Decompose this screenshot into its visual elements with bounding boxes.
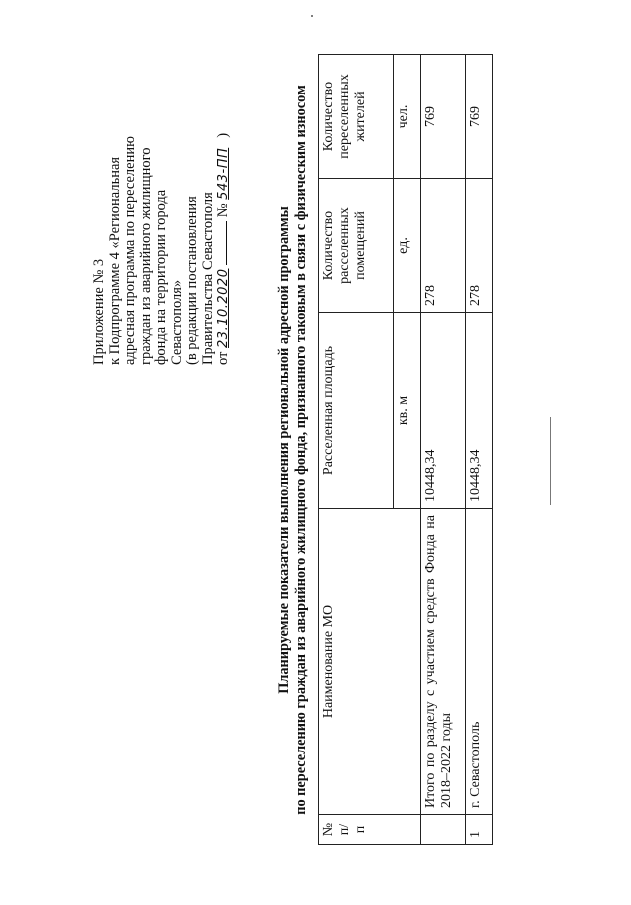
appendix-line: адресная программа по переселению	[122, 136, 138, 365]
appendix-line: Севастополя»	[168, 279, 185, 365]
table-row	[466, 55, 493, 845]
appendix-line: Правительства Севастополя	[199, 192, 216, 365]
title-line-1: Планируемые показатели выполнения региональной адресной программы	[276, 206, 292, 694]
date-prefix: от	[215, 351, 231, 365]
date-underline	[225, 221, 227, 265]
appendix-date-line	[216, 125, 232, 365]
scan-speck	[311, 15, 313, 17]
row-people: 769	[466, 55, 493, 179]
row-people: 769	[421, 55, 466, 179]
table-row	[421, 55, 466, 845]
row-num: 1	[466, 815, 493, 845]
title-line-2: по переселению граждан из аварийного жилищного фонда, признанного таковым в связи с физическим износом	[293, 85, 309, 815]
indicators-table	[318, 54, 493, 845]
appendix-line: граждан из аварийного жилищного	[137, 147, 154, 365]
appendix-line: к Подпрограмме 4 «Региональная	[106, 156, 123, 365]
handwritten-date: 23.10.2020	[216, 268, 231, 348]
closing-paren: )	[215, 132, 231, 138]
unit-rooms: ед.	[394, 179, 421, 313]
row-name: г. Севастополь	[466, 509, 493, 815]
appendix-line: (в редакции постановления	[184, 196, 200, 365]
row-rooms: 278	[421, 179, 466, 313]
header-people: Количество переселенных жителей	[319, 55, 394, 179]
appendix-line: Приложение № 3	[91, 258, 107, 365]
number-prefix: №	[215, 203, 231, 218]
row-name: Итого по разделу с участием средств Фонда на 2018–2022 годы	[421, 509, 466, 815]
table-header-row	[319, 55, 394, 845]
row-num	[421, 815, 466, 845]
unit-area: кв. м	[394, 313, 421, 509]
header-num: № п/п	[319, 815, 421, 845]
header-rooms: Количество расселенных помещений	[319, 179, 394, 313]
separator-line	[550, 417, 551, 505]
row-area: 10448,34	[421, 313, 466, 509]
header-name: Наименование МО	[319, 509, 421, 815]
row-area: 10448,34	[466, 313, 493, 509]
handwritten-number: 543-ПП	[216, 147, 231, 200]
document-title	[276, 55, 310, 845]
header-area: Расселенная площадь	[319, 313, 394, 509]
appendix-block	[92, 125, 232, 365]
appendix-line: фонда на территории города	[153, 189, 169, 365]
unit-people: чел.	[394, 55, 421, 179]
row-rooms: 278	[466, 179, 493, 313]
